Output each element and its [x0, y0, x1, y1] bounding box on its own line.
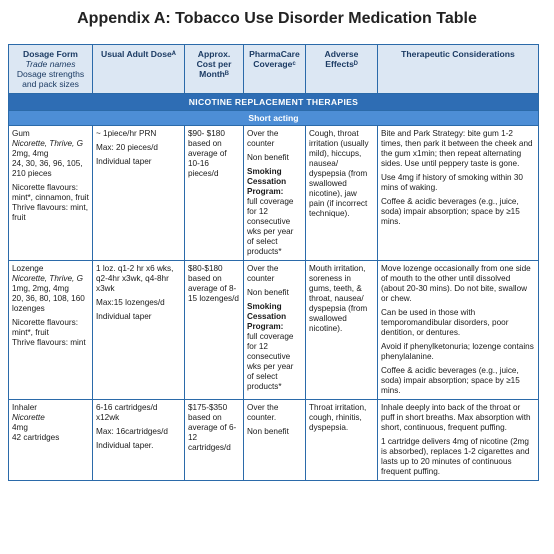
flavours: Nicorette flavours: mint*, cinnamon, fruit [12, 183, 89, 202]
consideration: Coffee & acidic beverages (e.g., juice, soda) impair absorption; space by ≥15 mins. [381, 366, 520, 395]
dose-line: Max: 20 pieces/d [96, 143, 158, 152]
consideration: Move lozenge occasionally from one side of mouth to the other until dissolved (about 20-30 mins). Do not bite, swallow or chew. [381, 264, 531, 303]
cell-coverage [244, 261, 306, 400]
coverage-program: Smoking Cessation Program: [247, 302, 287, 331]
section-band-nrt [9, 94, 539, 111]
cell-coverage [244, 126, 306, 261]
page-title: Appendix A: Tobacco Use Disorder Medication Table [77, 10, 477, 27]
table-row [9, 126, 539, 261]
coverage-line: Non benefit [247, 153, 289, 162]
header-dosage-form [9, 45, 93, 94]
coverage-line: Non benefit [247, 288, 289, 297]
consideration: Avoid if phenylketonuria; lozenge contains phenylalanine. [381, 342, 534, 361]
trade-names: Nicorette, Thrive, G [12, 274, 83, 283]
cell-usual-dose [93, 126, 185, 261]
cell-cost: $175-$350 based on average of 6-12 cartridges/d [185, 400, 244, 481]
table-row [9, 400, 539, 481]
coverage-line: Over the counter [247, 264, 279, 283]
cell-considerations [378, 126, 539, 261]
dose-line: Individual taper [96, 312, 152, 321]
cell-cost: $80-$180 based on average of 8-15 lozenges/d [185, 261, 244, 400]
consideration: Coffee & acidic beverages (e.g., juice, soda) impair absorption; space by ≥15 mins. [381, 197, 520, 226]
cell-adverse-effects: Mouth irritation, soreness in gums, teeth, & throat, nausea/ dyspepsia (from swallowed nicotine). [306, 261, 378, 400]
form-name: Lozenge [12, 264, 44, 273]
strengths: 4mg [12, 423, 28, 432]
dose-line: 6-16 cartridges/d x12wk [96, 403, 158, 422]
dose-line: Max:15 lozenges/d [96, 298, 165, 307]
dose-line: Max: 16cartridges/d [96, 427, 168, 436]
consideration: 1 cartridge delivers 4mg of nicotine (2mg is absorbed), replaces 1-2 cigarettes and lasts up to 20 minutes of continuous frequent puffing. [381, 437, 530, 476]
form-name: Inhaler [12, 403, 38, 412]
strengths: 1mg, 2mg, 4mg [12, 284, 69, 293]
coverage-line: Over the counter [247, 129, 279, 148]
pack-sizes: 20, 36, 80, 108, 160 lozenges [12, 294, 85, 313]
medication-table [8, 44, 539, 481]
trade-names: Nicorette [12, 413, 45, 422]
coverage-program: Smoking Cessation Program: [247, 167, 287, 196]
cell-usual-dose [93, 261, 185, 400]
header-row [9, 45, 539, 94]
header-usual-dose: Usual Adult Doseᴬ [93, 45, 185, 94]
section-label-nrt: NICOTINE REPLACEMENT THERAPIES [9, 94, 539, 111]
cell-cost: $90- $180 based on average of 10-16 pieces/d [185, 126, 244, 261]
cell-considerations [378, 261, 539, 400]
cell-dosage-form [9, 400, 93, 481]
dose-line: ~ 1piece/hr PRN [96, 129, 157, 138]
cell-coverage [244, 400, 306, 481]
pack-sizes: 24, 30, 36, 96, 105, 210 pieces [12, 159, 83, 178]
header-strengths: Dosage strengths and pack sizes [16, 69, 85, 89]
consideration: Inhale deeply into back of the throat or puff in short breaths. Max absorption with short, continuous, frequent puffing. [381, 403, 531, 432]
table-row [9, 261, 539, 400]
consideration: Can be used in those with temporomandibular disorders, poor dentition, or dentures. [381, 308, 509, 337]
coverage-line: Non benefit [247, 427, 289, 436]
cell-adverse-effects: Cough, throat irritation (usually mild), hiccups, nausea/ dyspepsia (from swallowed nicotine), jaw pain (if incorrect technique). [306, 126, 378, 261]
consideration: Use 4mg if history of smoking within 30 mins of waking. [381, 173, 523, 192]
dose-line: 1 loz. q1-2 hr x6 wks, q2-4hr x3wk, q4-8hr x3wk [96, 264, 174, 293]
flavours: Nicorette flavours: mint*, fruit [12, 318, 78, 337]
cell-usual-dose [93, 400, 185, 481]
header-trade-names: Trade names [25, 59, 76, 69]
section-label-short-acting: Short acting [9, 111, 539, 126]
cell-dosage-form [9, 261, 93, 400]
dose-line: Individual taper. [96, 441, 154, 450]
cell-adverse-effects: Throat irritation, cough, rhinitis, dyspepsia. [306, 400, 378, 481]
coverage-detail: full coverage for 12 consecutive wks per year of select products* [247, 332, 294, 391]
cell-considerations [378, 400, 539, 481]
header-considerations: Therapeutic Considerations [378, 45, 539, 94]
consideration: Bite and Park Strategy: bite gum 1-2 times, then park it between the cheek and the gum x1min; then repeat alternating sides. Use until peppery taste is gone. [381, 129, 533, 168]
header-coverage: PharmaCare Coverageᶜ [244, 45, 306, 94]
pack-sizes: 42 cartridges [12, 433, 60, 442]
dose-line: Individual taper [96, 157, 152, 166]
flavours: Thrive flavours: mint [12, 338, 86, 347]
trade-names: Nicorette, Thrive, G [12, 139, 83, 148]
coverage-line: Over the counter. [247, 403, 279, 422]
header-cost: Approx. Cost per Monthᴮ [185, 45, 244, 94]
flavours: Thrive flavours: mint, fruit [12, 203, 88, 222]
header-adverse-effects: Adverse Effectsᴰ [306, 45, 378, 94]
header-dosage-form-label: Dosage Form [23, 49, 78, 59]
strengths: 2mg, 4mg [12, 149, 49, 158]
form-name: Gum [12, 129, 30, 138]
coverage-detail: full coverage for 12 consecutive wks per year of select products* [247, 197, 294, 256]
section-band-short-acting [9, 111, 539, 126]
cell-dosage-form [9, 126, 93, 261]
